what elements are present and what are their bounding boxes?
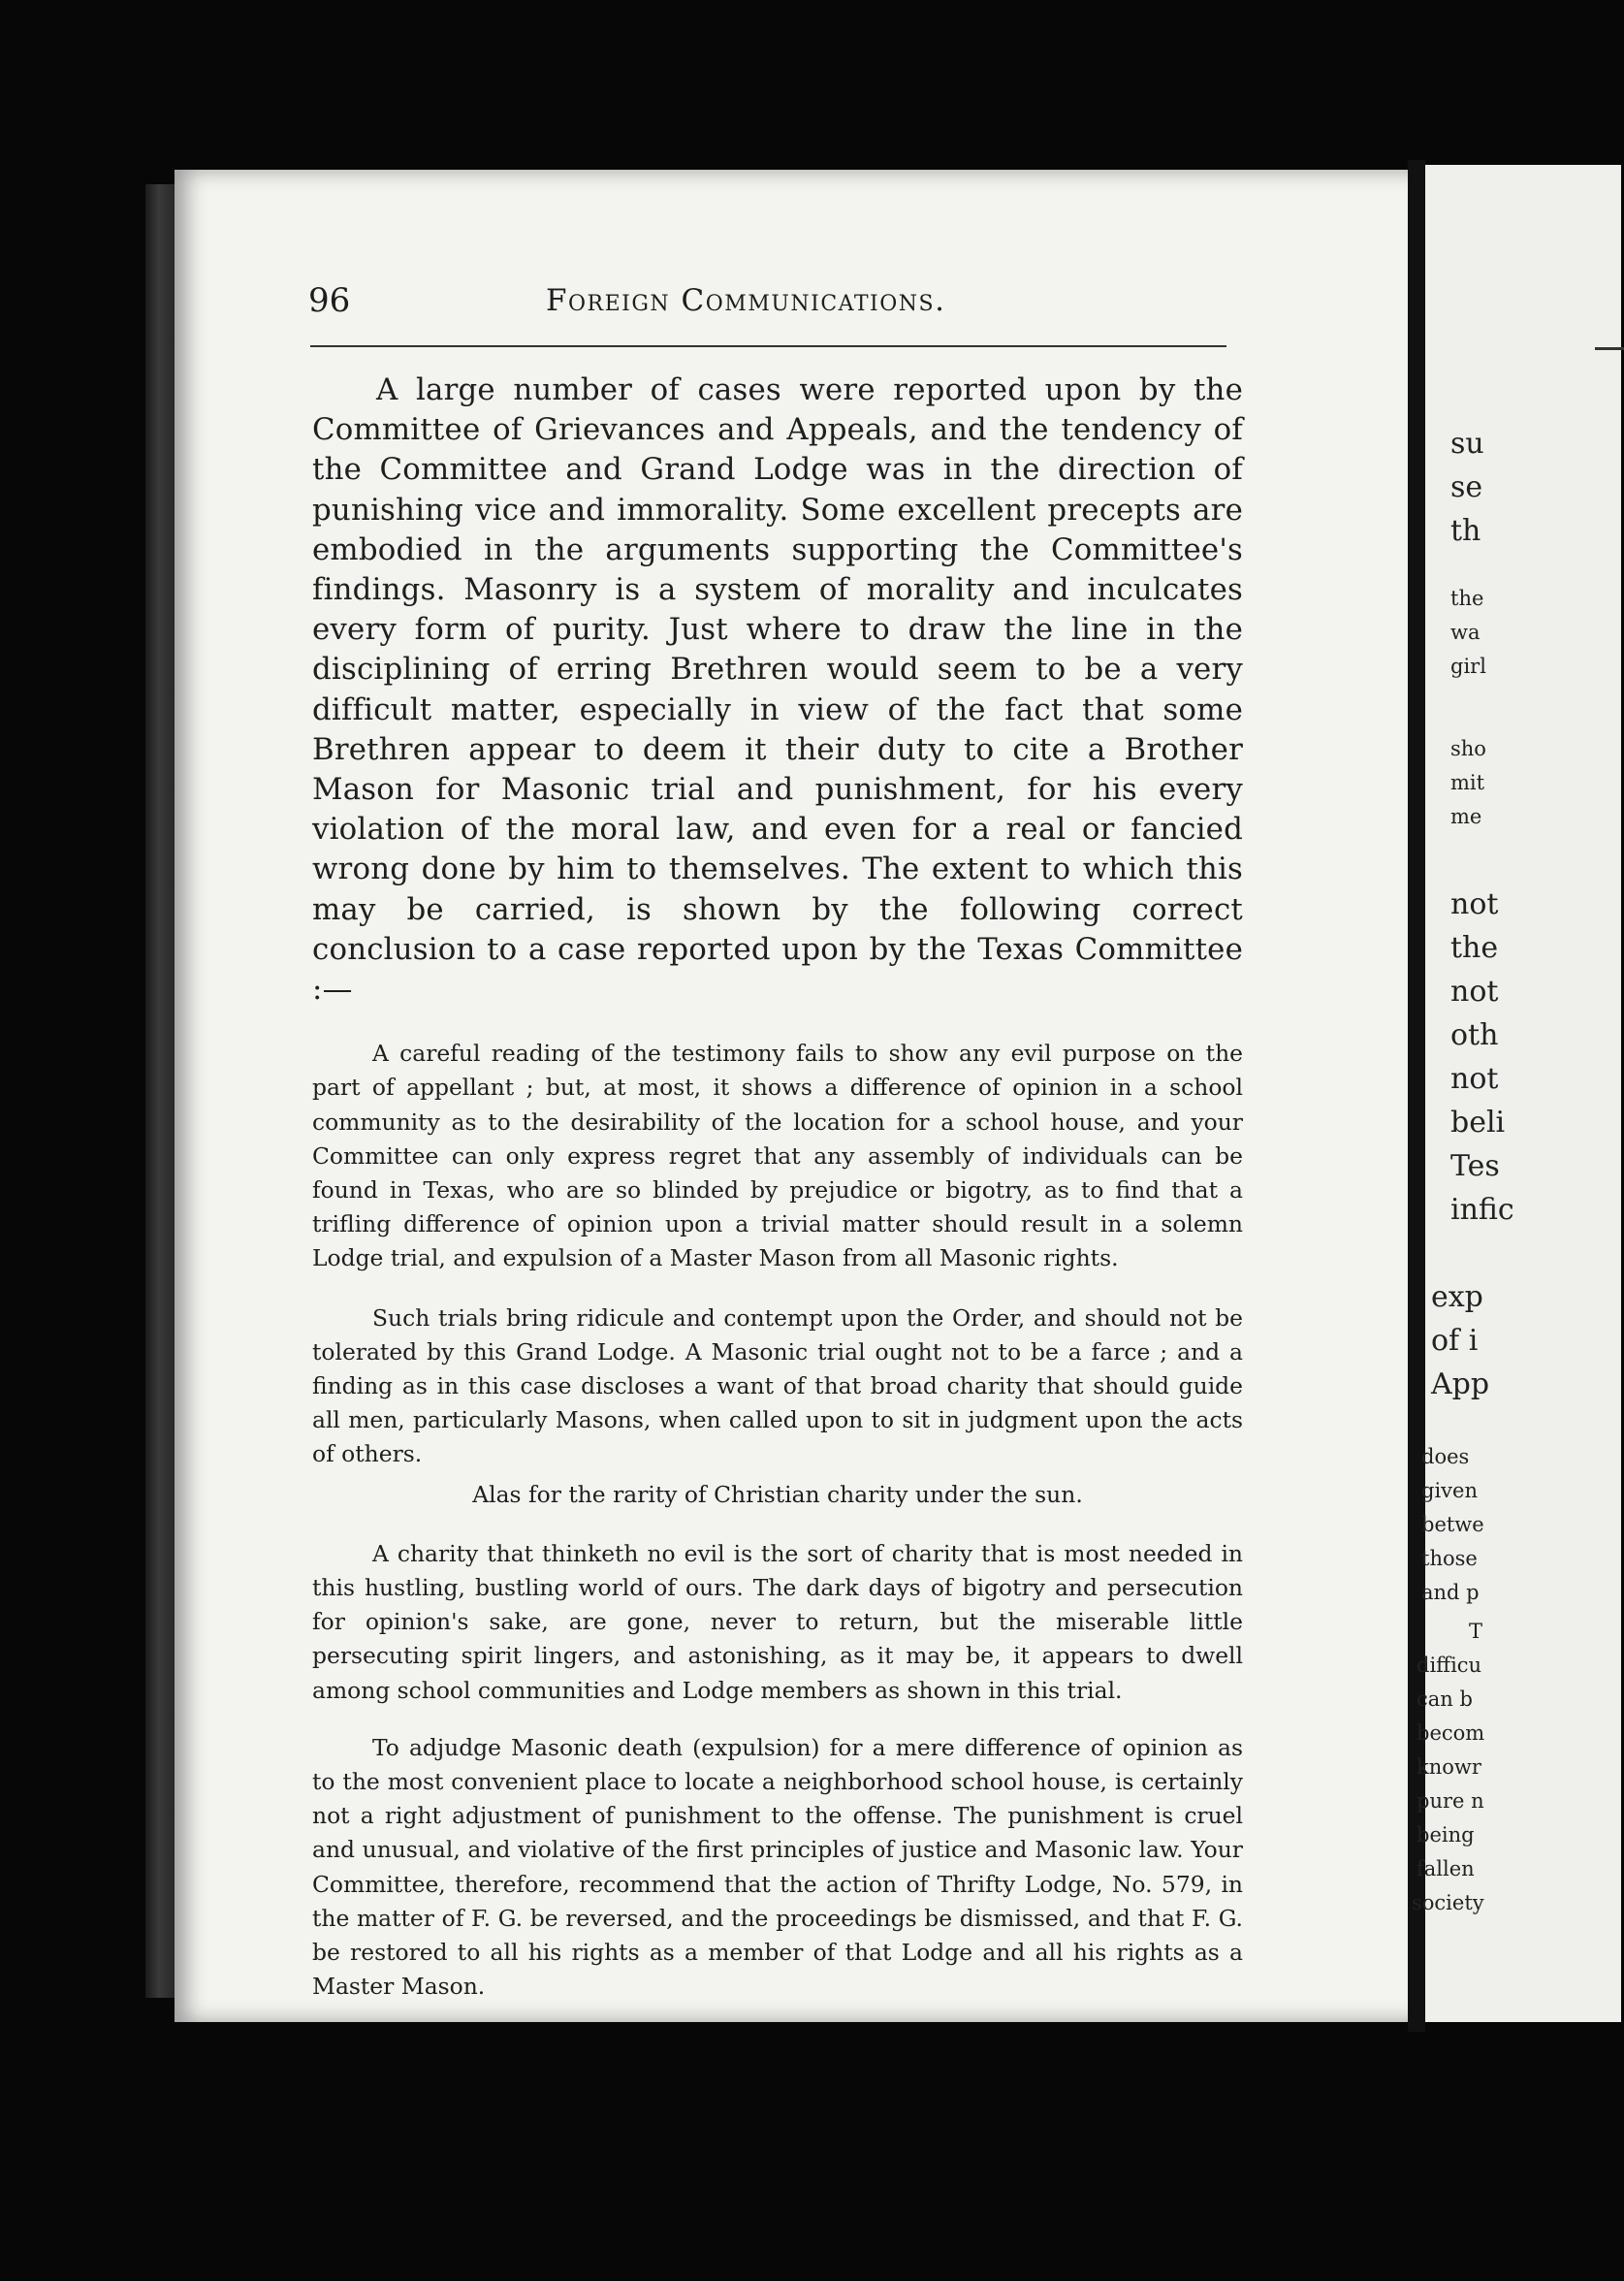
facing-fragment: su — [1450, 427, 1484, 461]
facing-fragment: exp — [1431, 1280, 1483, 1314]
facing-fragment: not — [1450, 1062, 1499, 1096]
facing-fragment: infic — [1450, 1193, 1514, 1227]
facing-fragment: me — [1450, 805, 1482, 828]
facing-fragment: given — [1421, 1479, 1478, 1502]
facing-fragment: being — [1417, 1823, 1475, 1847]
facing-fragment: Tes — [1450, 1149, 1500, 1183]
page-gutter — [1408, 160, 1425, 2032]
running-head: Foreign Communications. — [546, 283, 946, 318]
facing-fragment: mit — [1450, 771, 1485, 794]
page-header — [308, 281, 1229, 324]
facing-fragment: wa — [1450, 621, 1481, 644]
facing-fragment: the — [1450, 931, 1499, 965]
quoted-paragraph-1: A careful reading of the testimony fails to show any evil purpose on the part of appellant ; but, at most, it shows a difference of opinion in a school community as to the desirability of the location for a school house, and your Committee can only express regret that any assembly of individuals can be found in Texas, who are so blinded by prejudice or bigotry, as to find that a trifling difference of opinion upon a trivial matter should result in a solemn Lodge trial, and expulsion of a Master Mason from all Masonic rights. — [312, 1040, 1243, 1272]
facing-fragment: those — [1421, 1547, 1478, 1570]
facing-fragment: and p — [1421, 1581, 1480, 1604]
facing-page — [1412, 165, 1621, 2022]
facing-fragment: oth — [1450, 1018, 1499, 1052]
page-body — [312, 370, 1243, 2004]
facing-fragment: becom — [1417, 1721, 1485, 1745]
facing-fragment: of i — [1431, 1324, 1479, 1358]
quoted-paragraph-2: Such trials bring ridicule and contempt upon the Order, and should not be tolerated by this Grand Lodge. A Masonic trial ought not to be a farce ; and a finding as in this case discloses a want of that broad charity that should guide all men, particularly Masons, when called upon to sit in judgment upon the acts of others. — [312, 1303, 1243, 1468]
quoted-paragraph-3: A charity that thinketh no evil is the sort of charity that is most needed in this hustling, bustling world of ours. The dark days of bigotry and persecution for opinion's sake, are gone, never to return, but the miserable little persecuting spirit lingers, and astonishing, as it may be, it appears to dwell among school communities and Lodge members as shown in this trial. — [312, 1539, 1243, 1704]
facing-page-fragments — [1412, 165, 1621, 2022]
facing-fragment: fallen — [1417, 1857, 1475, 1880]
facing-fragment: society — [1412, 1891, 1484, 1914]
facing-fragment: difficu — [1417, 1654, 1482, 1677]
facing-fragment: pure n — [1417, 1789, 1484, 1813]
facing-fragment: does — [1421, 1445, 1470, 1468]
quoted-paragraph-4: To adjudge Masonic death (expulsion) for a mere difference of opinion as to the most convenient place to locate a neighborhood school house, is certainly not a right adjustment of punishment to the offense. The punishment is cruel and unusual, and violative of the first principles of justice and Masonic law. Your Committee, therefore, recommend that the action of Thrifty Lodge, No. 579, in the matter of F. G. be reversed, and the proceedings be dismissed, and that F. G. be restored to all his rights as a member of that Lodge and all his rights as a Master Mason. — [312, 1733, 1243, 2001]
facing-header-rule — [1595, 347, 1624, 350]
facing-fragment: se — [1450, 470, 1483, 504]
facing-fragment: beli — [1450, 1106, 1506, 1140]
facing-fragment: sho — [1450, 737, 1486, 760]
header-rule — [310, 345, 1226, 347]
facing-fragment: T — [1469, 1620, 1483, 1643]
facing-fragment: can b — [1417, 1687, 1473, 1711]
facing-fragment: betwe — [1421, 1513, 1484, 1536]
facing-fragment: App — [1431, 1367, 1490, 1401]
facing-fragment: not — [1450, 975, 1499, 1009]
facing-fragment: th — [1450, 514, 1481, 548]
page-number: 96 — [308, 281, 351, 320]
intro-paragraph: A large number of cases were reported upon by the Committee of Grievances and Appeals, and the tendency of the Committee and Grand Lodge was in the direction of punishing vice and immorality. Some excellent precepts are embodied in the arguments supporting the Committee's findings. Masonry is a system of morality and inculcates every form of purity. Just where to draw the line in the disciplining of erring Brethren would seem to be a very difficult matter, especially in view of the fact that some Brethren appear to deem it their duty to cite a Brother Mason for Masonic trial and punishment, for his every violation of the moral law, and even for a real or fancied wrong done by him to themselves. The extent to which this may be carried, is shown by the following correct conclusion to a case reported upon by the Texas Committee :— — [312, 372, 1243, 1008]
facing-fragment: knowr — [1417, 1755, 1481, 1779]
facing-fragment: not — [1450, 887, 1499, 921]
facing-fragment: girl — [1450, 655, 1486, 678]
quoted-verse-line: Alas for the rarity of Christian charity under the sun. — [472, 1480, 1083, 1508]
facing-fragment: the — [1450, 587, 1484, 610]
